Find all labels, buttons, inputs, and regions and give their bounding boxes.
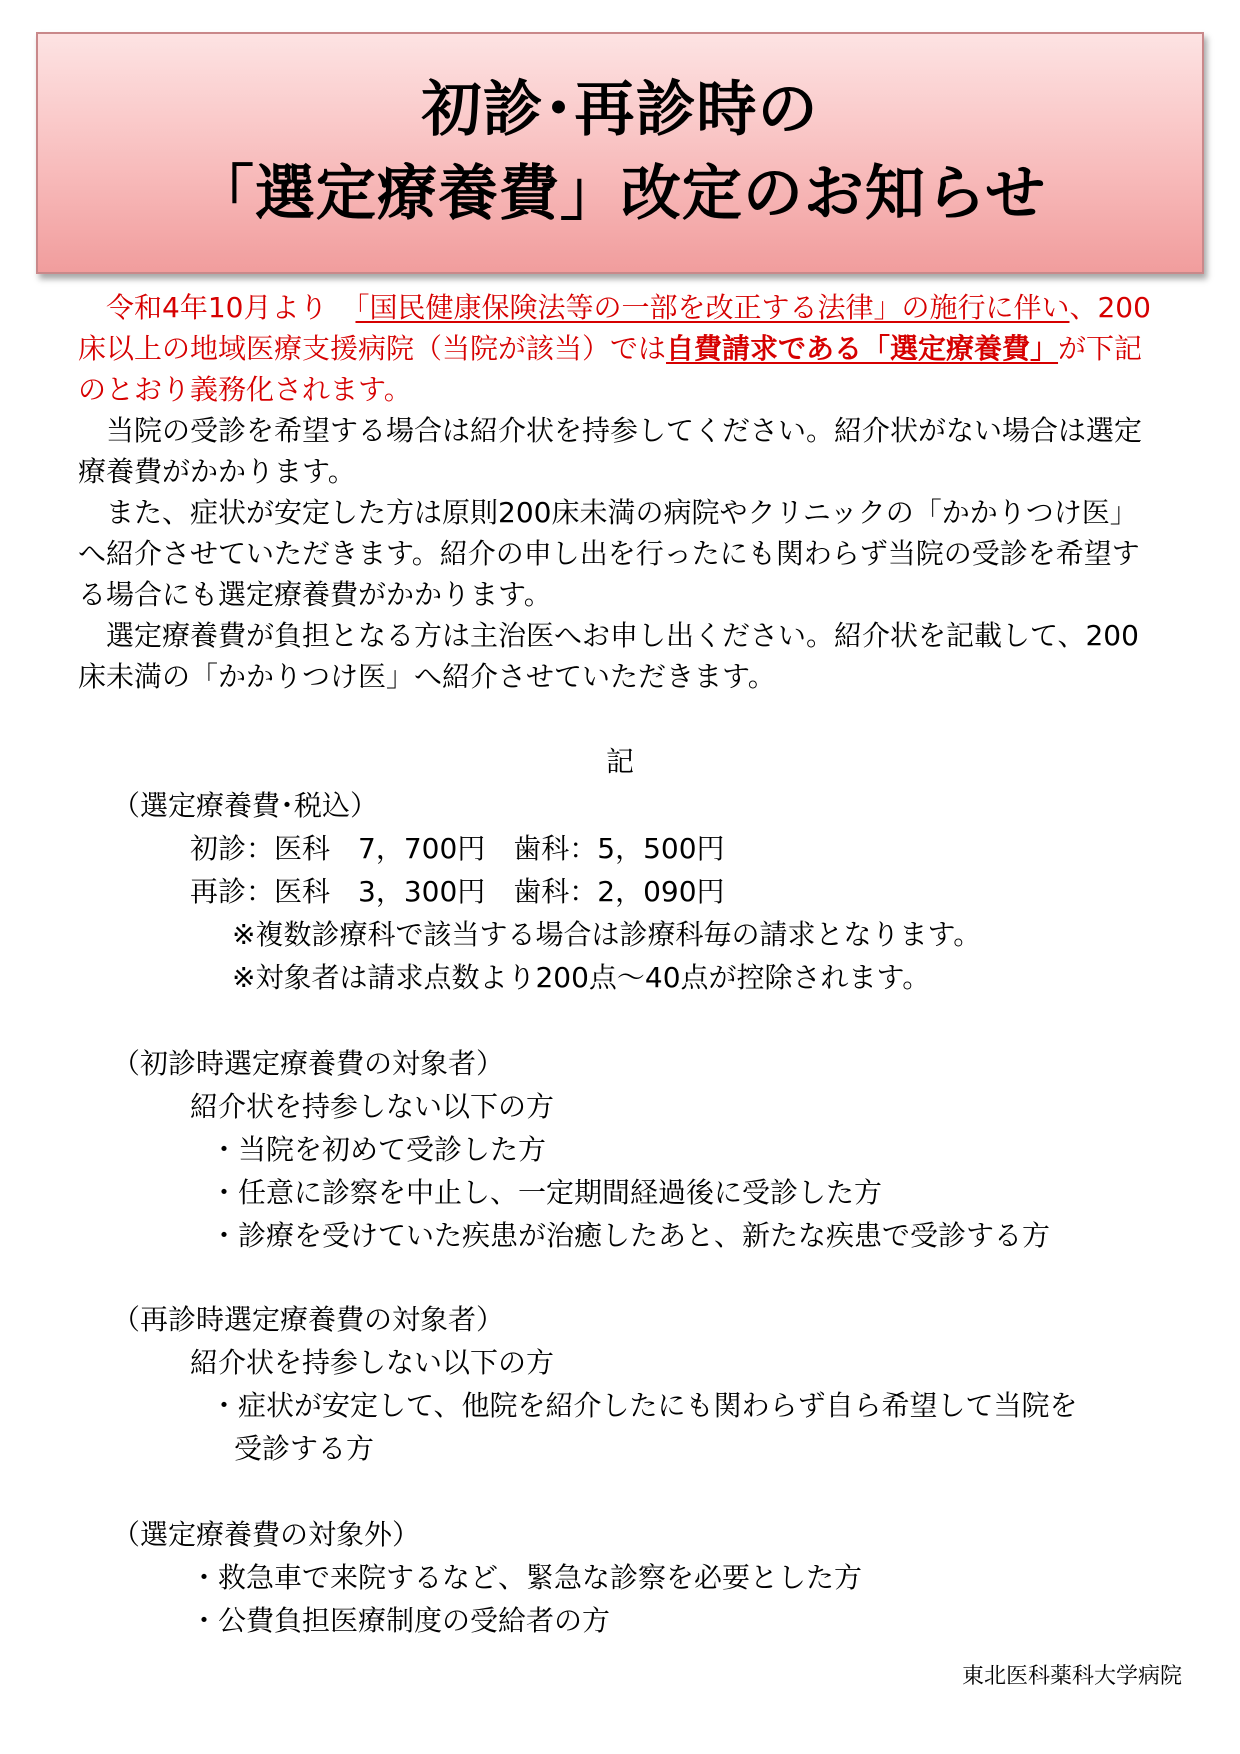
fees-heading: （選定療養費･税込）: [112, 789, 379, 822]
first-target-item: ・当院を初めて受診した方: [210, 1133, 547, 1166]
title-line-2: 「選定療養費」改定のお知らせ: [193, 159, 1047, 229]
fee-note-1: ※複数診療科で該当する場合は診療科毎の請求となります。: [232, 918, 982, 951]
intro-obligation: が下記のとおり義務化されます。: [78, 332, 1143, 406]
revisit-target-lead: 紹介状を持参しない以下の方: [190, 1346, 555, 1379]
revisit-target-heading: （再診時選定療養費の対象者）: [112, 1303, 505, 1336]
first-target-item: ・任意に診察を中止し、一定期間経過後に受診した方: [210, 1176, 883, 1209]
hospital-name: 東北医科薬科大学病院: [961, 1664, 1182, 1689]
exclusions-heading: （選定療養費の対象外）: [112, 1518, 421, 1551]
intro-date: 令和4年10月より: [106, 291, 328, 324]
law-name: 「国民健康保険法等の一部を改正する法律」の施行に伴い: [355, 291, 1070, 324]
intro-paragraph-1: [78, 287, 1158, 410]
intro-section: [78, 287, 1158, 697]
selective-fee-emphasis: 自費請求である「選定療養費」: [666, 332, 1059, 365]
intro-paragraph-2: 当院の受診を希望する場合は紹介状を持参してください。紹介状がない場合は選定療養費がかかります。: [78, 414, 1143, 488]
revisit-target-item: ・症状が安定して、他院を紹介したにも関わらず自ら希望して当院を: [210, 1389, 1078, 1422]
first-target-lead: 紹介状を持参しない以下の方: [190, 1090, 555, 1123]
title-banner: [36, 32, 1204, 274]
first-target-heading: （初診時選定療養費の対象者）: [112, 1047, 505, 1080]
revisit-fee: 再診：医科 3，300円 歯科：2，090円: [190, 875, 725, 908]
intro-paragraph-3: また、症状が安定した方は原則200床未満の病院やクリニックの「かかりつけ医」へ紹介させていただきます。紹介の申し出を行ったにも関わらず当院の受診を希望する場合にも選定療養費がかかります。: [78, 496, 1140, 611]
first-visit-fee: 初診：医科 7，700円 歯科：5，500円: [190, 832, 725, 865]
exclusion-item: ・公費負担医療制度の受給者の方: [190, 1604, 611, 1637]
revisit-target-item-cont: 受診する方: [234, 1432, 375, 1465]
first-target-item: ・診療を受けていた疾患が治癒したあと、新たな疾患で受診する方: [210, 1219, 1051, 1252]
exclusion-item: ・救急車で来院するなど、緊急な診察を必要とした方: [190, 1561, 863, 1594]
ki-marker: 記: [605, 745, 634, 778]
title-line-1: 初診･再診時の: [421, 75, 819, 145]
fee-note-2: ※対象者は請求点数より200点～40点が控除されます。: [232, 961, 931, 994]
intro-hospital-scope: 、200床以上の地域医療支援病院（当院が該当）では: [78, 291, 1151, 365]
intro-paragraph-4: 選定療養費が負担となる方は主治医へお申し出ください。紹介状を記載して、200床未満の「かかりつけ医」へ紹介させていただきます。: [78, 619, 1139, 693]
